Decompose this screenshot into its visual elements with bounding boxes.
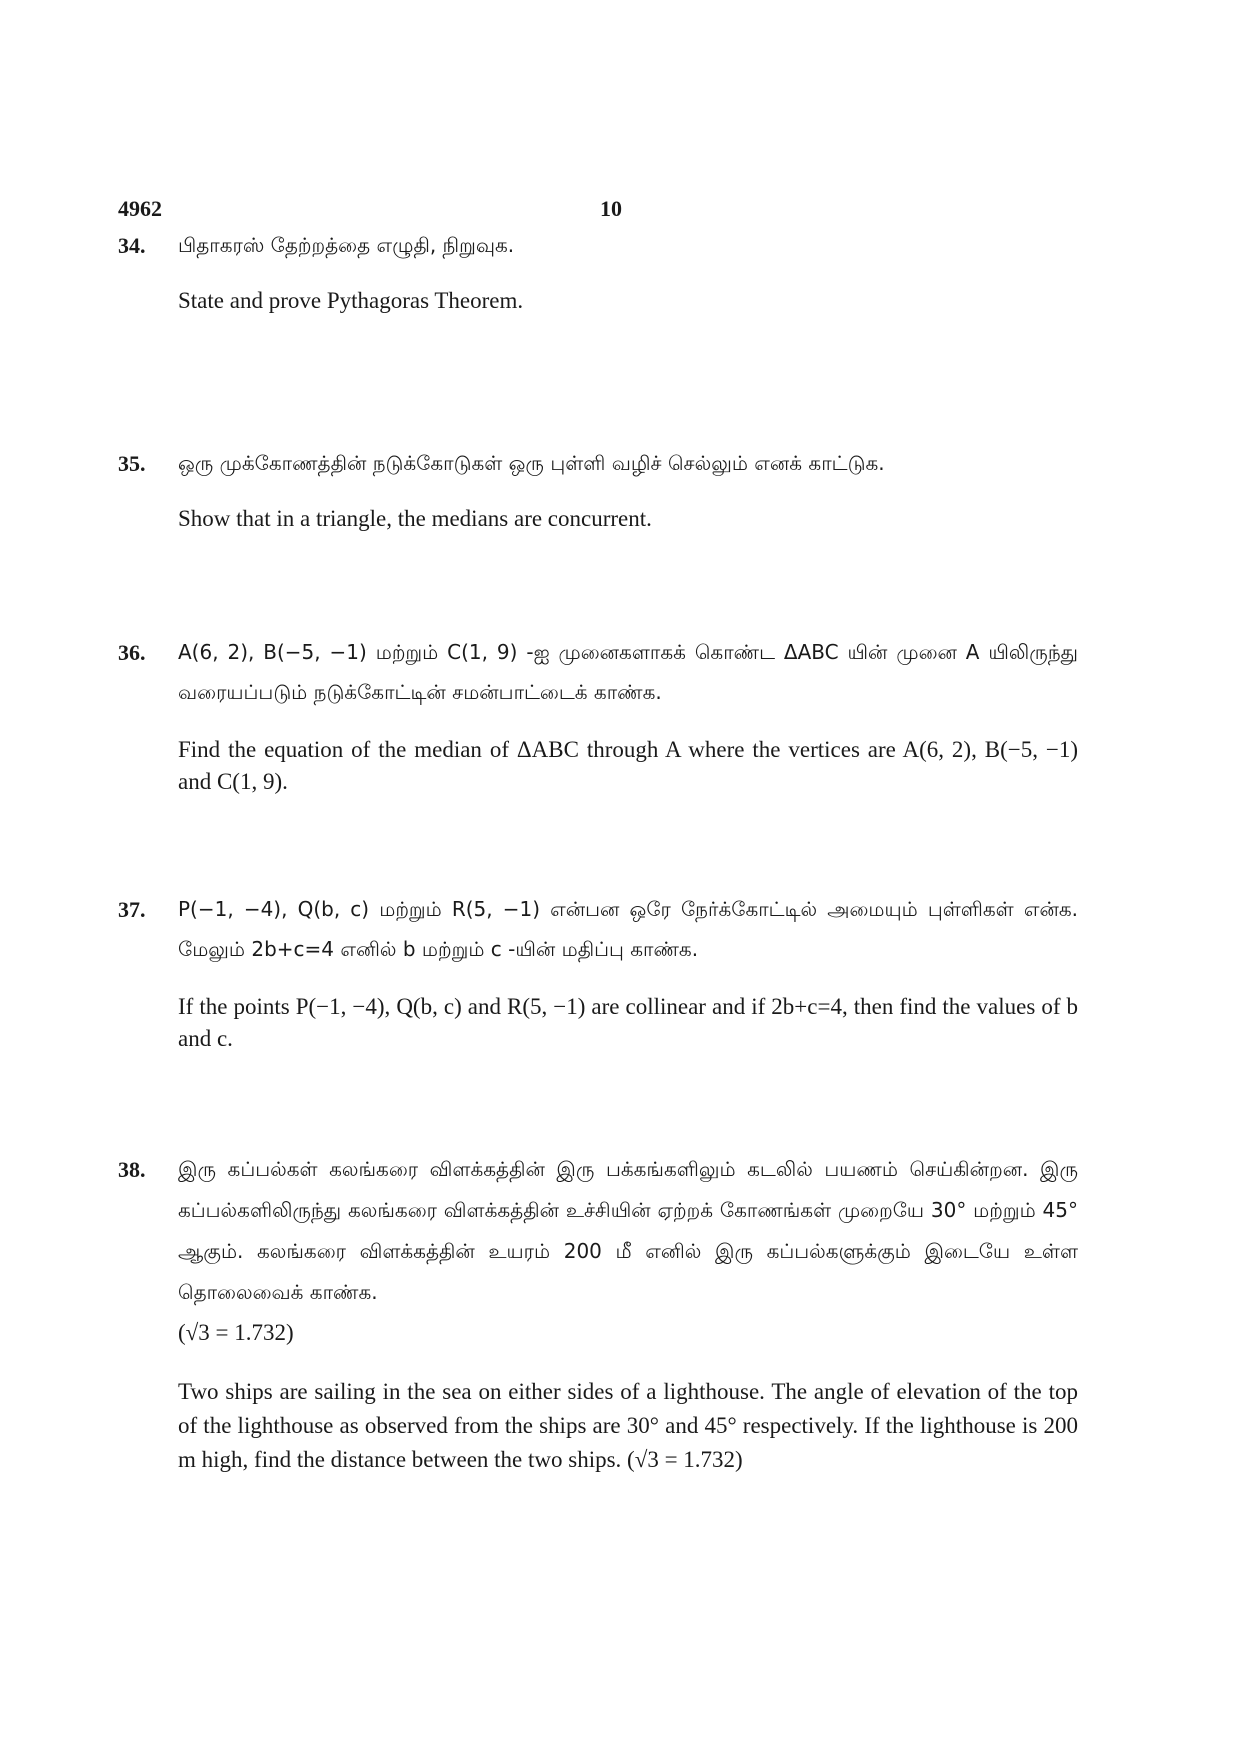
question-english-text: Find the equation of the median of ΔABC through A where the vertices are A(6, 2), B(−5, −1) and C(1, 9).	[178, 737, 1078, 794]
question-number: 34.	[118, 233, 146, 258]
question-tamil-text: ஒரு முக்கோணத்தின் நடுக்கோடுகள் ஒரு புள்ளி வழிச் செல்லும் எனக் காட்டுக.	[178, 451, 885, 475]
question-english-text: State and prove Pythagoras Theorem.	[178, 288, 524, 313]
question-english-text: Show that in a triangle, the medians are concurrent.	[178, 506, 652, 531]
question-number: 36.	[118, 640, 146, 665]
question-tamil-text: A(6, 2), B(−5, −1) மற்றும் C(1, 9) -ஐ முனைகளாகக் கொண்ட ΔABC யின் முனை A யிலிருந்து வரையப்படும் நடுக்கோட்டின் சமன்பாட்டைக் காண்க.	[178, 640, 1078, 704]
page-number: 10	[600, 196, 622, 221]
question-english-text: Two ships are sailing in the sea on either sides of a lighthouse. The angle of elevation of the top of the lighthouse as observed from the ships are 30° and 45° respectively. If the lighthouse is 200 m high, find the distance between the two ships. (√3 = 1.732)	[178, 1379, 1078, 1472]
question-tamil-note: (√3 = 1.732)	[178, 1320, 294, 1345]
question-english-text: If the points P(−1, −4), Q(b, c) and R(5, −1) are collinear and if 2b+c=4, then find the values of b and c.	[178, 994, 1078, 1051]
question-tamil-text: P(−1, −4), Q(b, c) மற்றும் R(5, −1) என்பன ஒரே நேர்க்கோட்டில் அமையும் புள்ளிகள் என்க. மேலும் 2b+c=4 எனில் b மற்றும் c -யின் மதிப்பு காண்க.	[178, 897, 1078, 961]
question-tamil-text: பிதாகரஸ் தேற்றத்தை எழுதி, நிறுவுக.	[178, 233, 515, 257]
question-number: 38.	[118, 1157, 146, 1182]
question-number: 35.	[118, 451, 146, 476]
question-number: 37.	[118, 897, 146, 922]
question-tamil-text: இரு கப்பல்கள் கலங்கரை விளக்கத்தின் இரு பக்கங்களிலும் கடலில் பயணம் செய்கின்றன. இரு கப்பல்களிலிருந்து கலங்கரை விளக்கத்தின் உச்சியின் ஏற்றக் கோணங்கள் முறையே 30° மற்றும் 45° ஆகும். கலங்கரை விளக்கத்தின் உயரம் 200 மீ எனில் இரு கப்பல்களுக்கும் இடையே உள்ள தொலைவைக் காண்க.	[178, 1157, 1078, 1304]
paper-code: 4962	[118, 196, 162, 221]
